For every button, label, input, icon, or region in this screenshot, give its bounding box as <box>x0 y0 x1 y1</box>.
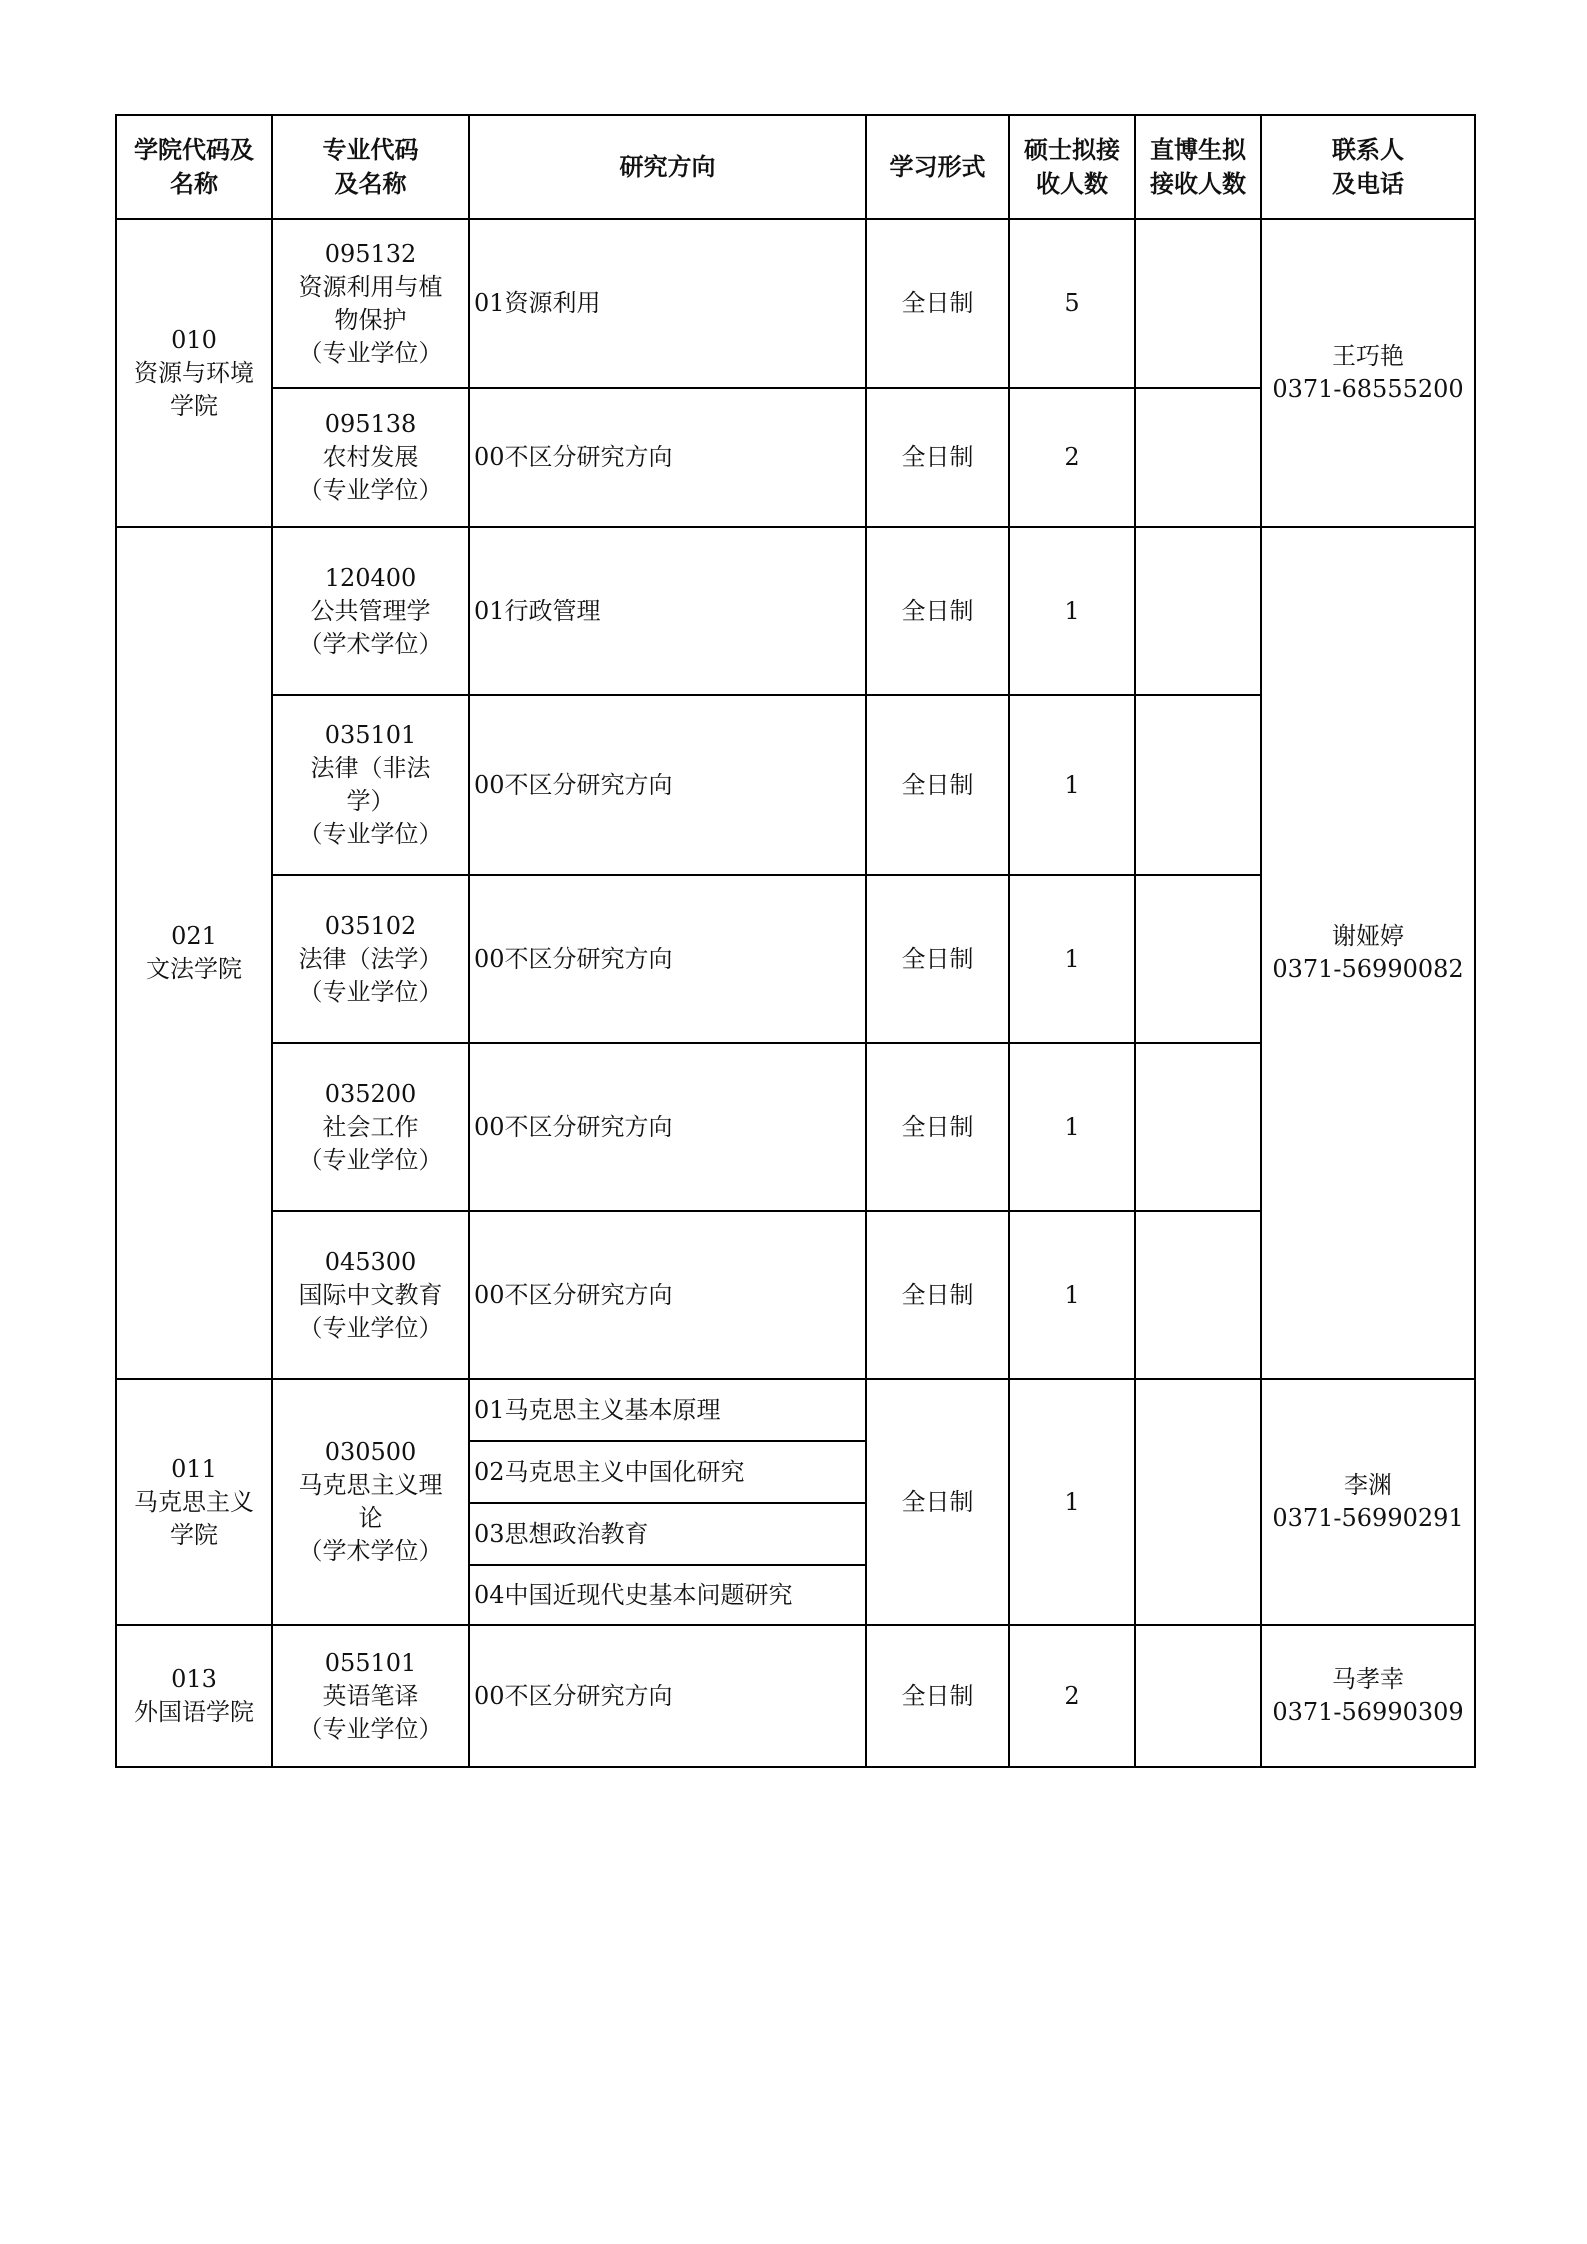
table-row <box>116 527 1475 695</box>
phd-quota-cell <box>1135 219 1261 388</box>
study-mode-cell: 全日制 <box>866 1625 1009 1767</box>
header-phd-quota: 直博生拟 接收人数 <box>1135 115 1261 219</box>
table-row <box>116 1379 1475 1441</box>
major-cell: 035101 法律（非法 学） （专业学位） <box>272 695 469 875</box>
study-mode-cell: 全日制 <box>866 1043 1009 1211</box>
phd-quota-cell <box>1135 875 1261 1043</box>
direction-cell: 00不区分研究方向 <box>469 1211 866 1379</box>
direction-cell: 01行政管理 <box>469 527 866 695</box>
major-cell: 120400 公共管理学 （学术学位） <box>272 527 469 695</box>
major-cell: 095138 农村发展 （专业学位） <box>272 388 469 527</box>
contact-cell: 马孝幸 0371-56990309 <box>1261 1625 1475 1767</box>
major-cell: 030500 马克思主义理 论 （学术学位） <box>272 1379 469 1625</box>
master-quota-cell: 1 <box>1009 1379 1135 1625</box>
master-quota-cell: 1 <box>1009 1211 1135 1379</box>
study-mode-cell: 全日制 <box>866 695 1009 875</box>
master-quota-cell: 5 <box>1009 219 1135 388</box>
header-contact: 联系人 及电话 <box>1261 115 1475 219</box>
master-quota-cell: 2 <box>1009 388 1135 527</box>
college-cell: 010 资源与环境 学院 <box>116 219 272 527</box>
phd-quota-cell <box>1135 388 1261 527</box>
direction-cell: 00不区分研究方向 <box>469 388 866 527</box>
direction-cell: 02马克思主义中国化研究 <box>469 1441 866 1503</box>
major-cell: 045300 国际中文教育 （专业学位） <box>272 1211 469 1379</box>
direction-cell: 01资源利用 <box>469 219 866 388</box>
study-mode-cell: 全日制 <box>866 1379 1009 1625</box>
college-cell: 021 文法学院 <box>116 527 272 1379</box>
study-mode-cell: 全日制 <box>866 527 1009 695</box>
header-row <box>116 115 1475 219</box>
major-cell: 095132 资源利用与植 物保护 （专业学位） <box>272 219 469 388</box>
major-cell: 035102 法律（法学） （专业学位） <box>272 875 469 1043</box>
contact-cell: 王巧艳 0371-68555200 <box>1261 219 1475 527</box>
direction-cell: 00不区分研究方向 <box>469 695 866 875</box>
phd-quota-cell <box>1135 1379 1261 1625</box>
phd-quota-cell <box>1135 527 1261 695</box>
header-study-mode: 学习形式 <box>866 115 1009 219</box>
table-row <box>116 1625 1475 1767</box>
header-college: 学院代码及 名称 <box>116 115 272 219</box>
phd-quota-cell <box>1135 695 1261 875</box>
phd-quota-cell <box>1135 1043 1261 1211</box>
contact-cell: 谢娅婷 0371-56990082 <box>1261 527 1475 1379</box>
study-mode-cell: 全日制 <box>866 1211 1009 1379</box>
contact-cell: 李渊 0371-56990291 <box>1261 1379 1475 1625</box>
direction-cell: 01马克思主义基本原理 <box>469 1379 866 1441</box>
study-mode-cell: 全日制 <box>866 388 1009 527</box>
direction-cell: 04中国近现代史基本问题研究 <box>469 1565 866 1625</box>
study-mode-cell: 全日制 <box>866 875 1009 1043</box>
major-cell: 035200 社会工作 （专业学位） <box>272 1043 469 1211</box>
master-quota-cell: 1 <box>1009 527 1135 695</box>
header-direction: 研究方向 <box>469 115 866 219</box>
master-quota-cell: 1 <box>1009 875 1135 1043</box>
phd-quota-cell <box>1135 1211 1261 1379</box>
major-cell: 055101 英语笔译 （专业学位） <box>272 1625 469 1767</box>
phd-quota-cell <box>1135 1625 1261 1767</box>
study-mode-cell: 全日制 <box>866 219 1009 388</box>
direction-cell: 03思想政治教育 <box>469 1503 866 1565</box>
master-quota-cell: 2 <box>1009 1625 1135 1767</box>
direction-cell: 00不区分研究方向 <box>469 875 866 1043</box>
admission-table <box>115 114 1476 1768</box>
header-major: 专业代码 及名称 <box>272 115 469 219</box>
direction-cell: 00不区分研究方向 <box>469 1043 866 1211</box>
direction-cell: 00不区分研究方向 <box>469 1625 866 1767</box>
college-cell: 011 马克思主义 学院 <box>116 1379 272 1625</box>
master-quota-cell: 1 <box>1009 695 1135 875</box>
header-master-quota: 硕士拟接 收人数 <box>1009 115 1135 219</box>
master-quota-cell: 1 <box>1009 1043 1135 1211</box>
table-row <box>116 219 1475 388</box>
college-cell: 013 外国语学院 <box>116 1625 272 1767</box>
